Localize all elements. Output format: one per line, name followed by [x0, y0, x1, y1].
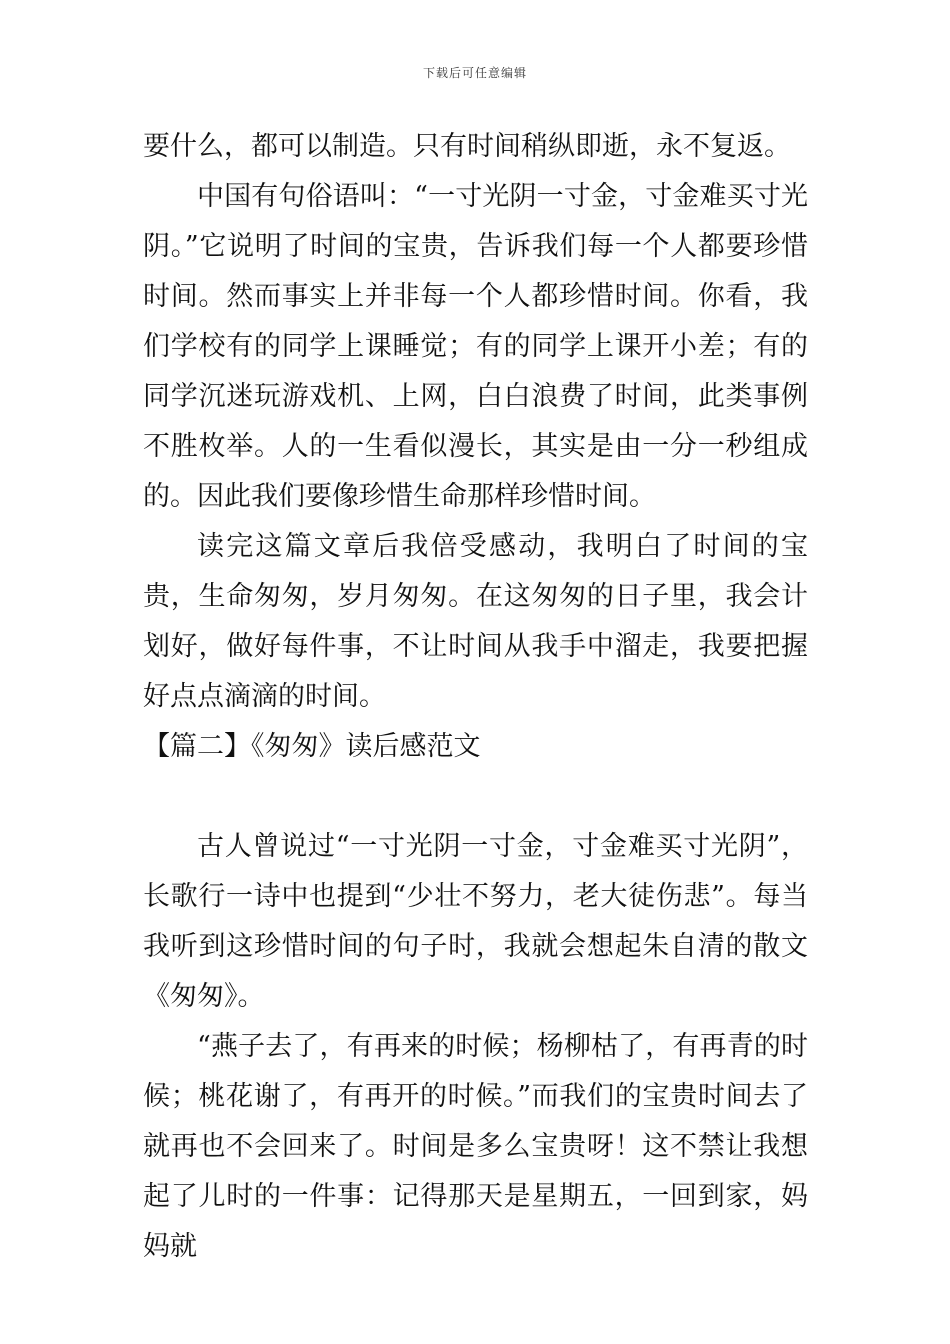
paragraph-1: 要什么，都可以制造。只有时间稍纵即逝，永不复返。 — [143, 131, 791, 162]
section-paragraph-2: “燕子去了，有再来的时候；杨柳枯了，有再青的时候；桃花谢了，有再开的时候。”而我们的宝贵时间去了就再也不会回来了。时间是多么宝贵呀！这不禁让我想起了儿时的一件事：记得那天是星期五，一回到家，妈妈就 — [143, 1031, 808, 1262]
paragraph-3: 读完这篇文章后我倍受感动，我明白了时间的宝贵，生命匆匆，岁月匆匆。在这匆匆的日子里，我会计划好，做好每件事，不让时间从我手中溜走，我要把握好点点滴滴的时间。 — [143, 531, 808, 712]
document-body — [143, 122, 808, 1272]
section-gap — [143, 772, 808, 822]
section-paragraph-1: 古人曾说过“一寸光阴一寸金，寸金难买寸光阴”，长歌行一诗中也提到“少壮不努力，老大徒伤悲”。每当我听到这珍惜时间的句子时，我就会想起朱自清的散文《匆匆》。 — [143, 831, 808, 1012]
section-heading: 【篇二】《匆匆》读后感范文 — [143, 731, 481, 762]
page-header: 下载后可任意编辑 — [422, 66, 527, 80]
paragraph-2: 中国有句俗语叫：“一寸光阴一寸金，寸金难买寸光阴。”它说明了时间的宝贵，告诉我们每一个人都要珍惜时间。然而事实上并非每一个人都珍惜时间。你看，我们学校有的同学上课睡觉；有的同学上课开小差；有的同学沉迷玩游戏机、上网，白白浪费了时间，此类事例不胜枚举。人的一生看似漫长，其实是由一分一秒组成的。因此我们要像珍惜生命那样珍惜时间。 — [143, 181, 808, 512]
